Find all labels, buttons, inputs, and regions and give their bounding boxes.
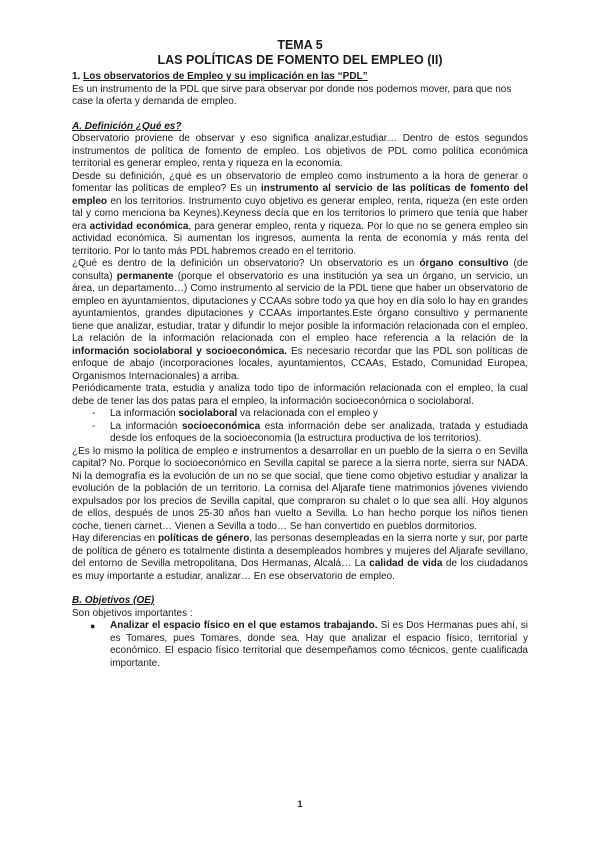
page-number: 1 <box>297 799 303 809</box>
bullet-icon: ● <box>90 621 96 631</box>
document-title: LAS POLÍTICAS DE FOMENTO DEL EMPLEO (II) <box>157 53 443 67</box>
list-item: - La información sociolaboral va relacionada con el empleo y <box>92 408 378 419</box>
objectives-list <box>72 620 528 670</box>
paragraph: Periódicamente trata, estudia y analiza todo tipo de información relacionada con el empleo, la cual debe de tener las dos patas para el empleo, la información socioeconómica o sociolaboral. <box>72 383 528 407</box>
paragraph: Observatorio proviene de observar y eso significa analizar,estudiar… Dentro de estos segundos instrumentos de política de fomento de empleo. Los objetivos de PDL como política económica territorial es generar empleo, renta y riqueza en la economía. <box>72 133 528 169</box>
dash-bullet: - <box>92 420 96 432</box>
paragraph: ¿Es lo mismo la política de empleo e instrumentos a desarrollar en un pueblo de la sierra o en Sevilla capital? No. Porque lo socioeconómico en Sevilla capital se parece a la sierra norte, sierra sur NADA. Ni la demografía es la evolución de un no se que social, que tiene como objetivo estudiar y analizar la evolución de la población de un territorio. La cornisa del Aljarafe tiene matrimonios jóvenes viviendo expulsados por los precios de Sevilla capital, que compraron su chalet o lo que sea allí. Hoy algunos de ellos, después de unos 25-30 años han vuelto a Sevilla. Lo han hecho porque los niños tienen coche, tienen carnet… Vienen a Sevilla a todo… Se han convertido en pueblos dormitorios. <box>72 445 528 532</box>
section-1-intro: Es un instrumento de la PDL que sirve para observar por donde nos podemos mover, para que nos case la oferta y demanda de empleo. <box>72 83 512 107</box>
section-1-heading <box>72 71 528 84</box>
dash-bullet: - <box>92 408 96 419</box>
paragraph: Desde su definición, ¿qué es un observatorio de empleo como instrumento a la hora de generar o fomentar las políticas de empleo? Es un instrumento al servicio de las políticas de fomento del empleo en los territorios. Instrumento cuyo objetivo es generar empleo, renta, riqueza (en este orden tal y como menciona ba Keynes).Keyness decía que en los territorios lo primero que tenía que haber era actividad económica, para generar empleo, renta y riqueza. Por lo que no se genera empleo sin actividad económica. Si aumentan los ingresos, aumenta la renta de economía y más renta del territorio. Por lo tanto más PDL habremos creado en el territorio. <box>72 170 529 257</box>
section-1-title: Los observatorios de Empleo y su implicación en las “PDL” <box>83 71 368 82</box>
section-1-number: 1. <box>72 71 81 82</box>
document-title-topic: TEMA 5 <box>277 38 323 52</box>
info-type-list <box>72 408 528 446</box>
paragraph: ¿Qué es dentro de la definición un observatorio? Un observatorio es un órgano consultivo (de consulta) permanente (porque el observatorio es una institución ya sea un órgano, un servicio, un área, un departamento…) Como instrumento al servicio de la PDL tiene que haber un observatorio de empleo en ayuntamientos, diputaciones y CCAAs sobre todo ya que hoy en día solo lo hay en grandes ayuntamientos, grandes diputaciones y CCAAs importantes.Este órgano consultivo y permanente tiene que analizar, estudiar, tratar y difundir lo mejor posible la información relacionada con el empleo. La relación de la información relacionada con el empleo hace referencia a la relación de la información sociolaboral y socioeconómica. Es necesario recordar que las PDL son políticas de enfoque de abajo (incorporaciones locales, ayuntamientos, CCAAs, Estado, Comunidad Europea, Organismos Internacionales) a arriba. <box>72 258 529 382</box>
section-a-heading: A. Definición ¿Qué es? <box>72 120 182 132</box>
document-page <box>72 38 528 670</box>
section-b-intro: Son objetivos importantes : <box>72 607 193 619</box>
paragraph: Hay diferencias en políticas de género, las personas desempleadas en la sierra norte y sur, por parte de política de género es totalmente distinta a desempleados hombres y mujeres del Aljarafe sevillano, del entorno de Sevilla metropolitana, Dos Hermanas, Alcalá… La calidad de vida de los ciudadanos es muy importante a estudiar, analizar… En ese observatorio de empleo. <box>72 533 528 582</box>
section-b-heading: B. Objetivos (OE) <box>72 595 155 606</box>
list-item: - La información socioeconómica esta información debe ser analizada, tratada y estudiada desde los enfoques de la socioeconomía (la estructura productiva de los territorios). <box>92 420 528 444</box>
list-item: ● Analizar el espacio físico en el que estamos trabajando. Si es Dos Hermanas pues ahí, si es Tomares, pues Tomares, donde sea. Hay que analizar el espacio físico, territorial y económico. El espacio físico territorial que desempeñamos como técnicos, gente cualificada importante. <box>90 620 528 669</box>
